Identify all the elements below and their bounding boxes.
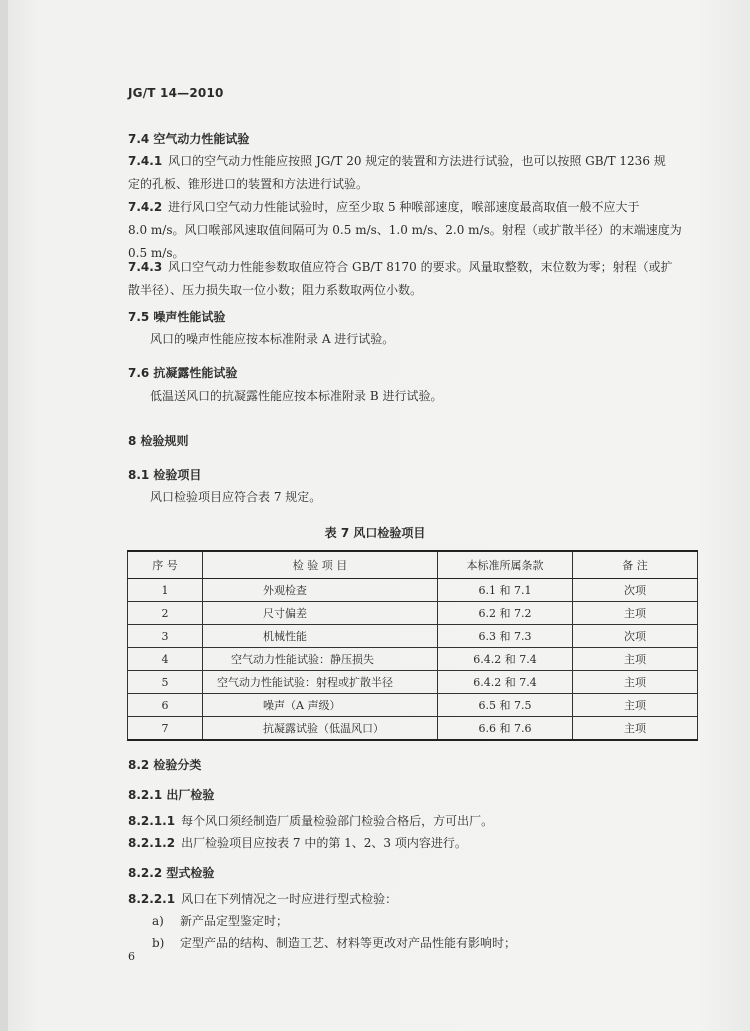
scan-edge (0, 0, 8, 1031)
para-7-4-3-line1 (128, 258, 673, 276)
cell-item: 空气动力性能试验：静压损失 (203, 648, 438, 671)
clause-number: 8.2.1.2 (128, 836, 176, 850)
para-text: 风口在下列情况之一时应进行型式检验： (181, 892, 398, 906)
para-text: 每个风口须经制造厂质量检验部门检验合格后，方可出厂。 (181, 814, 494, 828)
cell-clause: 6.6 和 7.6 (438, 717, 573, 741)
table-row (128, 602, 698, 625)
heading-8-2-1: 8.2.1 出厂检验 (128, 788, 215, 802)
cell-remark: 主项 (573, 717, 698, 741)
heading-7-5: 7.5 噪声性能试验 (128, 310, 226, 324)
cell-clause: 6.1 和 7.1 (438, 579, 573, 602)
para-text: 进行风口空气动力性能试验时，应至少取 5 种喉部速度，喉部速度最高取值一般不应大于 (168, 200, 640, 214)
table-row (128, 671, 698, 694)
para-7-4-1-line2: 定的孔板、锥形进口的装置和方法进行试验。 (128, 177, 369, 191)
clause-number: 8.2.1.1 (128, 814, 176, 828)
list-mark: b) (152, 936, 165, 950)
para-text: 风口空气动力性能参数取值应符合 GB/T 8170 的要求。风量取整数，末位数为零；射程（或扩 (168, 260, 673, 274)
para-7-5: 风口的噪声性能应按本标准附录 A 进行试验。 (150, 332, 395, 346)
col-header-remark: 备 注 (573, 551, 698, 579)
cell-remark: 次项 (573, 625, 698, 648)
clause-number: 7.4.2 (128, 200, 163, 214)
list-text: 新产品定型鉴定时； (180, 914, 289, 928)
cell-serial: 6 (128, 694, 203, 717)
heading-7-4: 7.4 空气动力性能试验 (128, 132, 250, 146)
table-row (128, 625, 698, 648)
cell-serial: 5 (128, 671, 203, 694)
para-7-4-2-line1 (128, 198, 639, 216)
cell-item: 空气动力性能试验：射程或扩散半径 (203, 671, 438, 694)
table-row (128, 694, 698, 717)
cell-item: 抗凝露试验（低温风口） (203, 717, 438, 741)
cell-serial: 4 (128, 648, 203, 671)
heading-8-2-2: 8.2.2 型式检验 (128, 866, 215, 880)
para-7-4-2-line2: 8.0 m/s。风口喉部风速取值间隔可为 0.5 m/s、1.0 m/s、2.0 m/s。射程（或扩散半径）的末端速度为 (128, 223, 682, 237)
cell-remark: 主项 (573, 648, 698, 671)
cell-remark: 主项 (573, 671, 698, 694)
cell-remark: 主项 (573, 602, 698, 625)
cell-clause: 6.3 和 7.3 (438, 625, 573, 648)
cell-serial: 7 (128, 717, 203, 741)
table-header-row (128, 551, 698, 579)
cell-clause: 6.4.2 和 7.4 (438, 648, 573, 671)
heading-7-6: 7.6 抗凝露性能试验 (128, 366, 238, 380)
para-7-4-1-line1 (128, 152, 666, 170)
heading-8: 8 检验规则 (128, 434, 189, 448)
clause-number: 7.4.3 (128, 260, 163, 274)
para-7-4-2-line3: 0.5 m/s。 (128, 246, 185, 260)
standard-code: JG/T 14—2010 (128, 86, 224, 100)
cell-item: 机械性能 (203, 625, 438, 648)
para-8-2-1-1 (128, 812, 493, 830)
table-row (128, 648, 698, 671)
col-header-serial: 序 号 (128, 551, 203, 579)
page-number: 6 (128, 950, 135, 963)
clause-number: 8.2.2.1 (128, 892, 176, 906)
heading-8-2: 8.2 检验分类 (128, 758, 202, 772)
cell-item: 尺寸偏差 (203, 602, 438, 625)
table-row (128, 717, 698, 741)
para-8-1: 风口检验项目应符合表 7 规定。 (150, 490, 322, 504)
table-row (128, 579, 698, 602)
para-text: 风口的空气动力性能应按照 JG/T 20 规定的装置和方法进行试验，也可以按照 GB/T 1236 规 (168, 154, 666, 168)
col-header-item: 检 验 项 目 (203, 551, 438, 579)
cell-item: 噪声（A 声级） (203, 694, 438, 717)
table-caption: 表 7 风口检验项目 (324, 526, 426, 540)
cell-serial: 2 (128, 602, 203, 625)
para-7-4-3-line2: 散半径）、压力损失取一位小数；阻力系数取两位小数。 (128, 283, 423, 297)
para-8-2-2-1 (128, 890, 397, 908)
cell-clause: 6.2 和 7.2 (438, 602, 573, 625)
para-8-2-1-2 (128, 834, 467, 852)
para-text: 出厂检验项目应按表 7 中的第 1、2、3 项内容进行。 (181, 836, 467, 850)
cell-clause: 6.5 和 7.5 (438, 694, 573, 717)
col-header-clause: 本标准所属条款 (438, 551, 573, 579)
heading-8-1: 8.1 检验项目 (128, 468, 202, 482)
cell-serial: 3 (128, 625, 203, 648)
list-item-b (152, 934, 516, 952)
cell-serial: 1 (128, 579, 203, 602)
cell-remark: 主项 (573, 694, 698, 717)
para-7-6: 低温送风口的抗凝露性能应按本标准附录 B 进行试验。 (150, 389, 443, 403)
list-text: 定型产品的结构、制造工艺、材料等更改对产品性能有影响时； (180, 936, 517, 950)
cell-remark: 次项 (573, 579, 698, 602)
cell-clause: 6.4.2 和 7.4 (438, 671, 573, 694)
clause-number: 7.4.1 (128, 154, 163, 168)
list-item-a (152, 912, 288, 930)
list-mark: a) (152, 914, 164, 928)
inspection-items-table (127, 550, 698, 741)
cell-item: 外观检查 (203, 579, 438, 602)
